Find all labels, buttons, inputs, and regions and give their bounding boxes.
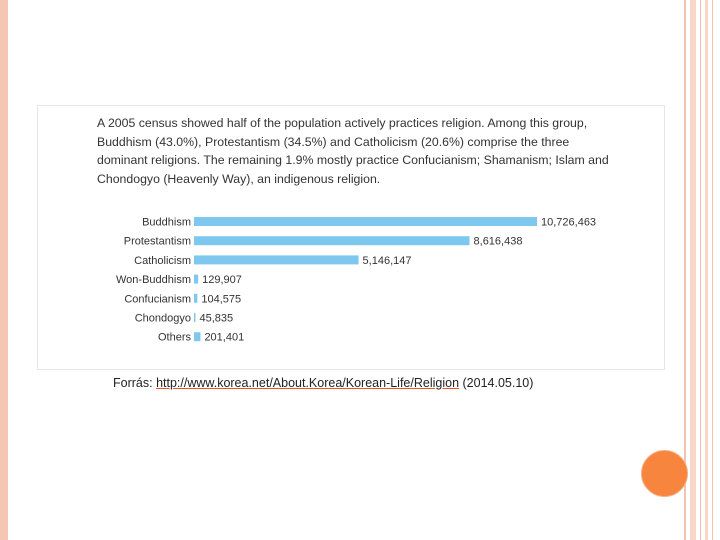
left-decorative-edge xyxy=(0,0,8,540)
value-label-protestantism: 8,616,438 xyxy=(473,235,523,248)
category-label-won-buddhism: Won-Buddhism xyxy=(116,274,191,287)
chart-panel xyxy=(37,105,665,370)
value-label-others: 201,401 xyxy=(204,331,245,344)
bar-confucianism xyxy=(194,294,197,303)
category-label-others: Others xyxy=(157,331,191,344)
orange-circle-decoration xyxy=(641,450,688,497)
category-label-protestantism: Protestantism xyxy=(123,235,191,248)
value-label-confucianism: 104,575 xyxy=(201,293,242,306)
right-decorative-stripe xyxy=(690,0,696,540)
intro-paragraph: A 2005 census showed half of the population actively practices religion. Among this group, Buddhism (43.0%), Protestantism (34.5%) and Catholicism (20.6%) comprise the three dominant religions. The remaining 1.9% mostly practice Confucianism; Shamanism; Islam and Chondogyo (Heavenly Way), an indigenous religion. xyxy=(97,116,609,187)
category-label-confucianism: Confucianism xyxy=(124,293,191,306)
right-decorative-stripe xyxy=(712,0,713,540)
value-label-chondogyo: 45,835 xyxy=(199,312,234,325)
right-decorative-stripe xyxy=(700,0,701,540)
value-label-won-buddhism: 129,907 xyxy=(202,274,242,287)
value-label-catholicism: 5,146,147 xyxy=(362,254,412,267)
source-prefix: Forrás: xyxy=(113,376,157,390)
right-decorative-stripe xyxy=(705,0,708,540)
category-label-catholicism: Catholicism xyxy=(134,254,191,267)
value-label-buddhism: 10,726,463 xyxy=(541,216,597,229)
bar-buddhism xyxy=(194,217,537,226)
category-label-chondogyo: Chondogyo xyxy=(134,312,191,325)
source-line xyxy=(113,376,533,390)
bar-won-buddhism xyxy=(194,275,198,284)
category-label-buddhism: Buddhism xyxy=(142,216,191,229)
religion-bar-chart xyxy=(38,106,664,369)
right-decorative-stripe xyxy=(684,0,686,540)
bar-chondogyo xyxy=(194,313,195,322)
source-link[interactable]: http://www.korea.net/About.Korea/Korean-Life/Religion xyxy=(156,376,460,390)
bar-others xyxy=(194,332,200,341)
bar-protestantism xyxy=(194,236,470,245)
source-suffix: (2014.05.10) xyxy=(459,376,534,390)
bar-catholicism xyxy=(194,255,359,264)
